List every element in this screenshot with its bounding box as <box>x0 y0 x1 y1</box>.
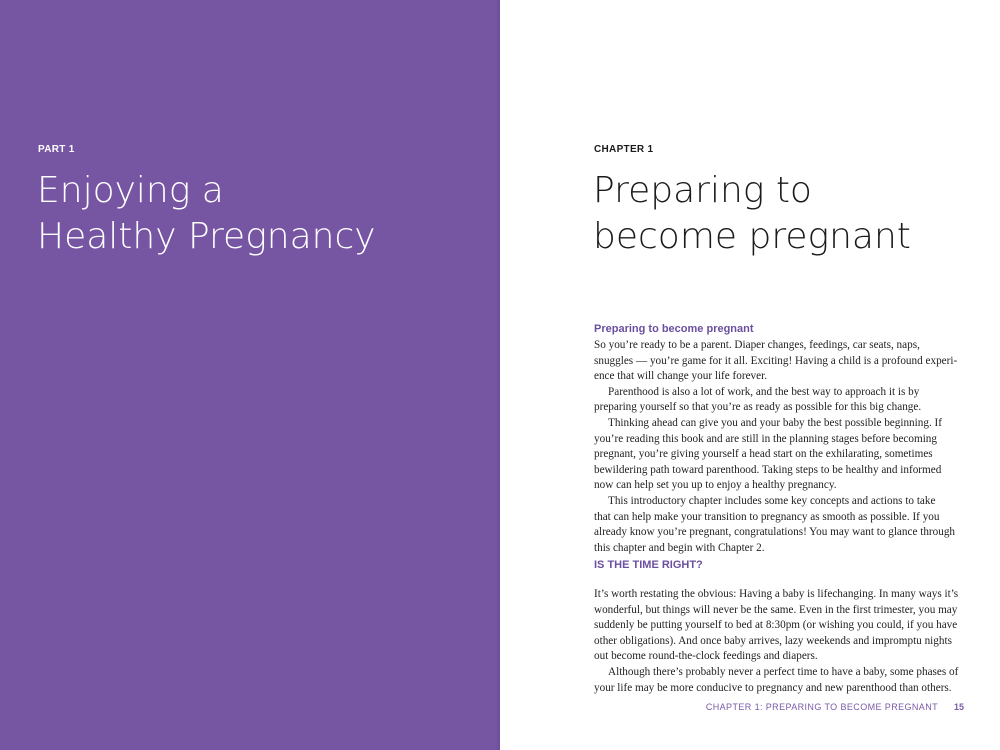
text-line: It’s worth restating the obvious: Having a baby is lifechanging. In many ways it’s <box>594 588 959 600</box>
text-line: your life may be more conducive to pregnancy and new parenthood than others. <box>594 681 952 694</box>
text-line: preparing yourself so that you’re as ready as possible for this big change. <box>594 401 922 414</box>
text-line: wonderful, but things will never be the same. Even in the first trimester, you may <box>594 603 958 616</box>
text-line: that can help make your transition to pregnancy as smooth as possible. If you <box>594 510 940 523</box>
section-heading: IS THE TIME RIGHT? <box>594 559 703 571</box>
section-paragraph <box>594 587 966 696</box>
part-title <box>37 168 477 260</box>
chapter-title-line: become pregnant <box>593 216 911 257</box>
part-label: PART 1 <box>38 144 75 155</box>
text-line: pregnant, you’re giving yourself a head start on the exhilarating, sometimes <box>594 448 933 461</box>
chapter-label: CHAPTER 1 <box>594 144 654 155</box>
part-title-line: Healthy Pregnancy <box>37 216 376 257</box>
right-page <box>500 0 1000 750</box>
text-line: So you’re ready to be a parent. Diaper changes, feedings, car seats, naps, <box>594 339 920 351</box>
subheading: Preparing to become pregnant <box>594 323 754 335</box>
text-line: already know you’re pregnant, congratulations! You may want to glance through <box>594 526 956 539</box>
text-line: Although there’s probably never a perfect time to have a baby, some phases of <box>608 665 959 678</box>
text-line: other obligations). And once baby arrives, lazy weekends and impromptu nights <box>594 634 952 647</box>
text-line: suddenly be putting yourself to bed at 8:30pm (or wishing you could, if you have <box>594 619 958 632</box>
text-line: you’re reading this book and are still in the planning stages before becoming <box>594 432 937 445</box>
text-line: this chapter and begin with Chapter 2. <box>594 541 765 554</box>
text-line: This introductory chapter includes some key concepts and actions to take <box>608 494 936 507</box>
text-line: out become round-the-clock feedings and diapers. <box>594 650 818 663</box>
text-line: now can help set you up to enjoy a healthy pregnancy. <box>594 479 837 492</box>
text-line: Parenthood is also a lot of work, and the best way to approach it is by <box>608 385 920 398</box>
running-footer: CHAPTER 1: PREPARING TO BECOME PREGNANT <box>705 702 938 712</box>
text-line: ence that will change your life forever. <box>594 370 768 383</box>
chapter-title-line: Preparing to <box>593 170 812 211</box>
part-title-line: Enjoying a <box>37 170 224 211</box>
text-line: Thinking ahead can give you and your baby the best possible beginning. If <box>608 416 942 429</box>
intro-paragraph <box>594 338 966 556</box>
text-line: snuggles — you’re game for it all. Exciting! Having a child is a profound experi- <box>594 354 958 367</box>
page-number: 15 <box>953 702 964 712</box>
text-line: bewildering path toward parenthood. Taking steps to be healthy and informed <box>594 463 942 476</box>
chapter-title <box>593 168 993 260</box>
